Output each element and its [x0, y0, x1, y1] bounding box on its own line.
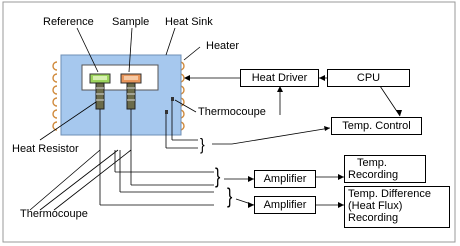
thermocouple-right-label: Thermocoupe	[198, 106, 266, 118]
reference-label: Reference	[43, 16, 94, 28]
temp-recording-box	[344, 155, 426, 183]
heat-sink-label: Heat Sink	[165, 16, 213, 28]
temp-diff-box	[344, 186, 450, 228]
thermocouple-bottom-label: Thermocoupe	[20, 208, 88, 220]
amplifier-2-label: Amplifier	[263, 199, 307, 211]
temp-control-label: Temp. Control	[342, 120, 411, 132]
heater-label: Heater	[206, 40, 240, 52]
temp-recording-line1: Temp.	[357, 157, 387, 169]
temp-diff-line2: (Heat Flux)	[348, 200, 403, 212]
heat-resistor-right	[127, 83, 135, 109]
amplifier-1-box	[254, 170, 316, 188]
cpu-label: CPU	[356, 72, 381, 84]
cpu-box	[327, 69, 410, 87]
amplifier-1-label: Amplifier	[263, 173, 307, 185]
sample-label: Sample	[112, 16, 150, 28]
temp-diff-line1: Temp. Difference	[348, 188, 431, 200]
heat-driver-label: Heat Driver	[251, 72, 308, 84]
heat-driver-box	[240, 69, 319, 87]
brace-amp2: }	[227, 186, 233, 209]
temp-control-box	[331, 117, 422, 135]
brace-amp1: }	[215, 166, 221, 189]
amplifier-2-box	[254, 196, 316, 214]
heat-resistor-label: Heat Resistor	[12, 143, 79, 155]
heat-resistor-left	[96, 83, 104, 109]
temp-diff-line3: Recording	[348, 212, 399, 224]
temp-recording-line2: Recording	[348, 169, 399, 181]
brace-control: }	[200, 134, 205, 154]
